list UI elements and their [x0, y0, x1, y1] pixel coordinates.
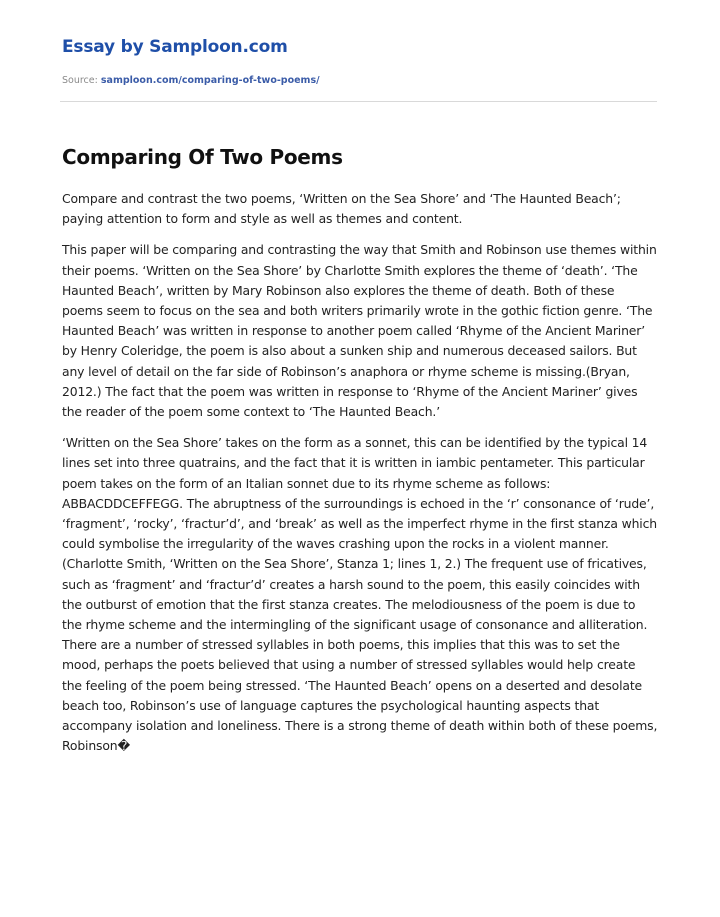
- source-line: [62, 75, 320, 86]
- document-body: [62, 189, 658, 767]
- source-label: Source:: [62, 75, 98, 86]
- paragraph-form-analysis: ‘Written on the Sea Shore’ takes on the form as a sonnet, this can be identified by the typical 14 lines set into three quatrains, and the fact that it is written in iambic pentameter. This particular poem takes on the form of an Italian sonnet due to its rhyme scheme as follows: ABBACDDCEFFEGG. The abruptness of the surroundings is echoed in the ‘r’ consonance of ‘rude’, ‘fragment’, ‘rocky’, ‘fractur’d’, and ‘break’ as well as the imperfect rhyme in the first stanza which could symbolise the irregularity of the waves crashing upon the rocks in a violent manner. (Charlotte Smith, ‘Written on the Sea Shore’, Stanza 1; lines 1, 2.) The frequent use of fricatives, such as ‘fragment’ and ‘fractur’d’ creates a harsh sound to the poem, this easily coincides with the outburst of emotion that the first stanza creates. The melodiousness of the poem is due to the rhyme scheme and the intermingling of the significant usage of consonance and alliteration. There are a number of stressed syllables in both poems, this implies that this was to set the mood, perhaps the poets believed that using a number of stressed syllables would help create the feeling of the poem being stressed. ‘The Haunted Beach’ opens on a deserted and desolate beach too, Robinson’s use of language captures the psychological haunting aspects that accompany isolation and loneliness. There is a strong theme of death within both of these poems, Robinson�: [62, 435, 658, 754]
- document-title: Comparing Of Two Poems: [62, 145, 343, 169]
- header-divider: [60, 101, 657, 102]
- paragraph-prompt: Compare and contrast the two poems, ‘Written on the Sea Shore’ and ‘The Haunted Beach’; paying attention to form and style as well as themes and content.: [62, 191, 621, 227]
- site-brand-title: Essay by Samploon.com: [62, 37, 288, 57]
- source-link[interactable]: samploon.com/comparing-of-two-poems/: [100, 75, 320, 86]
- paragraph-intro: This paper will be comparing and contrasting the way that Smith and Robinson use themes within their poems. ‘Written on the Sea Shore’ by Charlotte Smith explores the theme of ‘death’. ‘The Haunted Beach’, written by Mary Robinson also explores the theme of death. Both of these poems seem to focus on the sea and both writers primarily wrote in the gothic fiction genre. ‘The Haunted Beach’ was written in response to another poem called ‘Rhyme of the Ancient Mariner’ by Henry Coleridge, the poem is also about a sunken ship and numerous deceased sailors. But any level of detail on the far side of Robinson’s anaphora or rhyme scheme is missing.(Bryan, 2012.) The fact that the poem was written in response to ‘Rhyme of the Ancient Mariner’ gives the reader of the poem some context to ‘The Haunted Beach.’: [62, 242, 657, 420]
